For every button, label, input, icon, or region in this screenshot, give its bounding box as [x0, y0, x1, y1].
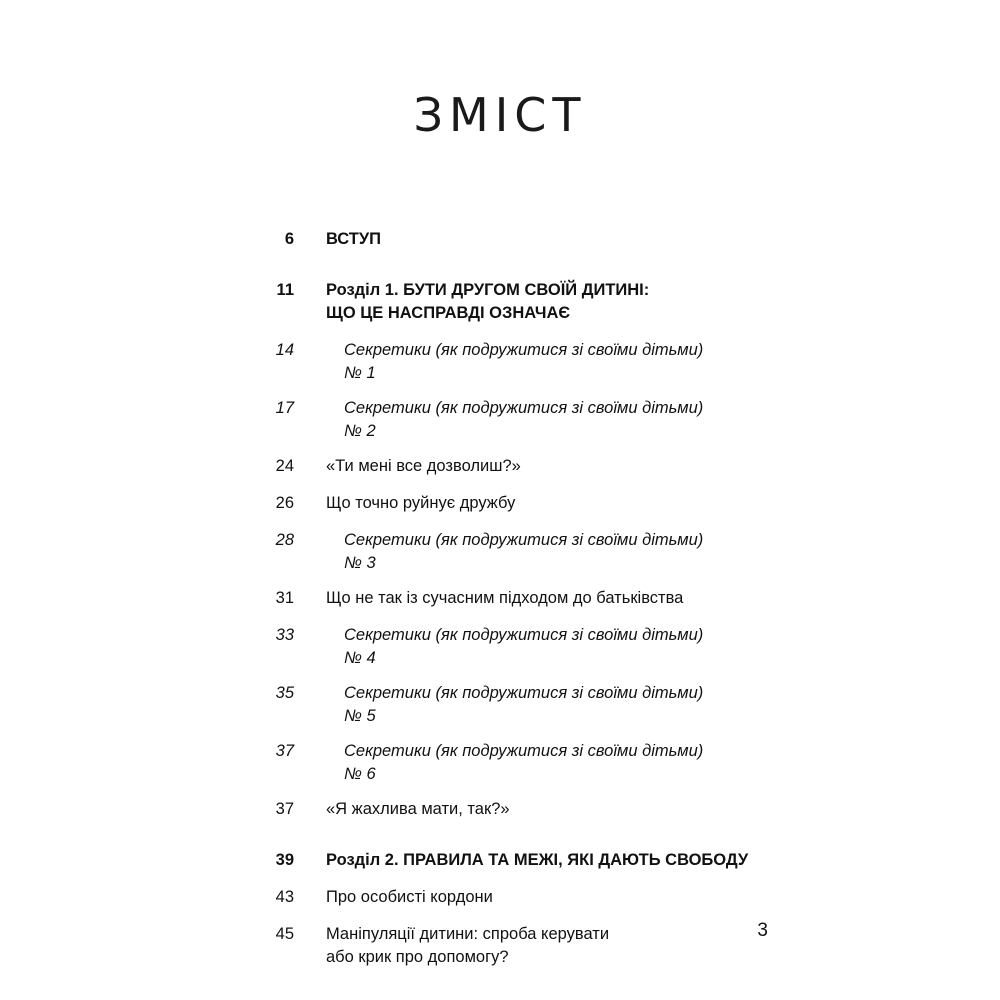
toc-entry-page: 31	[275, 589, 294, 607]
toc-entry[interactable]	[248, 279, 808, 325]
toc-entry-label: Що не так із сучасним підходом до батьківства	[326, 589, 684, 607]
toc-entry[interactable]	[248, 624, 808, 670]
toc-entry[interactable]	[248, 886, 808, 909]
toc-entry-label: Секретики (як подружитися зі своїми дітьми) № 6	[344, 742, 704, 783]
toc-entry-page: 37	[275, 800, 294, 818]
toc-entry-page: 14	[275, 341, 294, 359]
toc-entry[interactable]	[248, 923, 808, 969]
toc-entry[interactable]	[248, 455, 808, 478]
page-number: 3	[757, 920, 768, 941]
toc-entry-label: Про особисті кордони	[326, 888, 493, 906]
toc-entry[interactable]	[248, 798, 808, 821]
toc-entry-page: 26	[275, 494, 294, 512]
toc-entry-label: Секретики (як подружитися зі своїми дітьми) № 5	[344, 684, 704, 725]
page-title: ЗМІСТ	[413, 88, 587, 142]
toc-entry-page: 11	[276, 281, 294, 299]
toc-spacer	[248, 835, 808, 849]
toc-entry-label: Секретики (як подружитися зі своїми дітьми) № 2	[344, 399, 704, 440]
toc-entry[interactable]	[248, 740, 808, 786]
toc-entry-page: 24	[275, 457, 294, 475]
toc-entry-page: 33	[275, 626, 294, 644]
toc-entry[interactable]	[248, 492, 808, 515]
toc-entry[interactable]	[248, 529, 808, 575]
toc-entry-page: 37	[275, 742, 294, 760]
table-of-contents	[248, 228, 808, 983]
toc-entry-page: 43	[275, 888, 294, 906]
toc-entry[interactable]	[248, 397, 808, 443]
toc-entry[interactable]	[248, 849, 808, 872]
toc-entry-label: «Ти мені все дозволиш?»	[326, 457, 521, 475]
toc-entry-label: Розділ 1. БУТИ ДРУГОМ СВОЇЙ ДИТИНІ: ЩО ЦЕ НАСПРАВДІ ОЗНАЧАЄ	[326, 281, 650, 322]
toc-entry-label: Секретики (як подружитися зі своїми дітьми) № 4	[344, 626, 704, 667]
toc-entry-page: 28	[275, 531, 294, 549]
toc-entry[interactable]	[248, 682, 808, 728]
toc-entry-page: 45	[275, 925, 294, 943]
toc-entry-label: ВСТУП	[326, 230, 381, 248]
toc-entry[interactable]	[248, 228, 808, 251]
toc-entry-label: «Я жахлива мати, так?»	[326, 800, 510, 818]
toc-entry-page: 17	[275, 399, 294, 417]
toc-entry[interactable]	[248, 339, 808, 385]
toc-spacer	[248, 265, 808, 279]
toc-entry[interactable]	[248, 587, 808, 610]
toc-entry-label: Що точно руйнує дружбу	[326, 494, 516, 512]
toc-entry-label: Секретики (як подружитися зі своїми дітьми) № 3	[344, 531, 704, 572]
toc-entry-label: Розділ 2. ПРАВИЛА ТА МЕЖІ, ЯКІ ДАЮТЬ СВОБОДУ	[326, 851, 749, 869]
toc-entry-label: Секретики (як подружитися зі своїми дітьми) № 1	[344, 341, 704, 382]
toc-entry-page: 39	[275, 851, 294, 869]
toc-entry-page: 6	[284, 230, 294, 248]
toc-entry-page: 35	[275, 684, 294, 702]
toc-entry-label: Маніпуляції дитини: спроба керувати або крик про допомогу?	[326, 925, 610, 966]
